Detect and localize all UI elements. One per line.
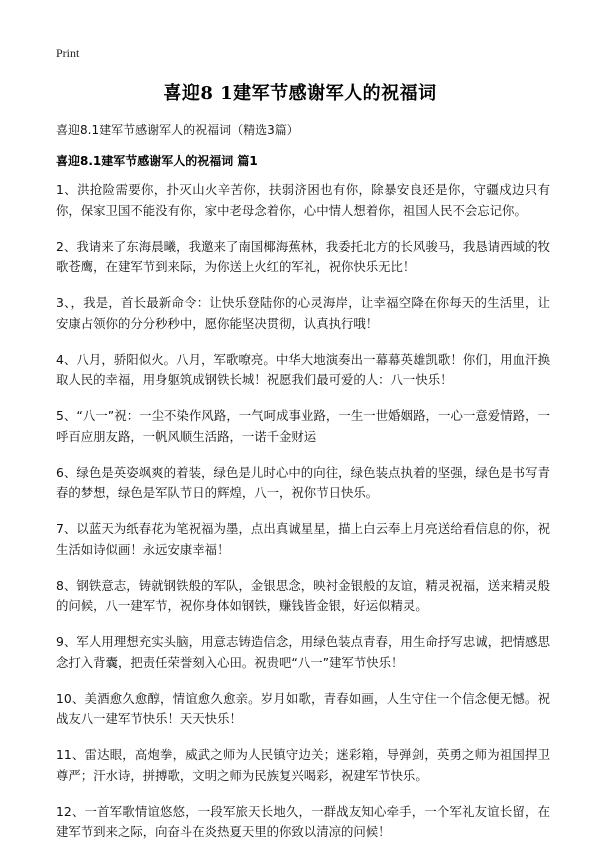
blessing-item-10: 10、美酒愈久愈醇，情谊愈久愈亲。岁月如歌，青春如画，人生守住一个信念便无憾。祝战友八一建军节快乐！天天快乐！ <box>56 690 550 726</box>
blessing-item-9: 9、军人用理想充实头脑，用意志铸造信念，用绿色装点青春，用生命抒写忠诚，把情感思念打入背囊，把责任荣誉刻入心田。祝贵吧“八一”建军节快乐！ <box>56 634 550 670</box>
blessing-item-7: 7、以蓝天为纸春花为笔祝福为墨，点出真诚星星，描上白云奉上月亮送给看信息的你，祝生活如诗似画！永远安康幸福！ <box>56 521 550 557</box>
blessing-item-12: 12、一首军歌情谊悠悠，一段军旅天长地久，一群战友知心牵手，一个军礼友谊长留，在建军节到来之际，向奋斗在炎热夏天里的你致以清凉的问候！ <box>56 803 550 839</box>
print-label: Print <box>56 46 80 60</box>
document-subtitle: 喜迎8.1建军节感谢军人的祝福词（精选3篇） <box>56 123 299 137</box>
blessing-item-3: 3、，我是，首长最新命令：让快乐登陆你的心灵海岸，让幸福空降在你每天的生活里，让安康占领你的分分秒秒中，愿你能坚决贯彻，认真执行哦！ <box>56 295 550 331</box>
section-heading: 喜迎8.1建军节感谢军人的祝福词 篇1 <box>56 154 258 168</box>
blessing-item-4: 4、八月，骄阳似火。八月，军歌嘹亮。中华大地演奏出一幕幕英雄凯歌！你们，用血汗换取人民的幸福，用身躯筑成钢铁长城！祝愿我们最可爱的人：八一快乐！ <box>56 351 550 387</box>
blessing-item-6: 6、绿色是英姿飒爽的着装，绿色是儿时心中的向往，绿色装点执着的坚强，绿色是书写青春的梦想，绿色是军队节日的辉煌，八一，祝你节日快乐。 <box>56 464 550 500</box>
blessing-list <box>56 180 550 858</box>
blessing-item-8: 8、钢铁意志，铸就钢铁般的军队，金银思念，映衬金银般的友谊，精灵祝福，送来精灵般的问候，八一建军节，祝你身体如钢铁，赚钱皆金银，好运似精灵。 <box>56 577 550 613</box>
blessing-item-1: 1、洪抢险需要你，扑灭山火辛苦你，扶弱济困也有你，除暴安良还是你，守疆戍边只有你，保家卫国不能没有你，家中老母念着你，心中情人想着你，祖国人民不会忘记你。 <box>56 182 550 218</box>
blessing-item-11: 11、雷达眼，高炮拳，威武之师为人民镇守边关；迷彩箱，导弹剑，英勇之师为祖国捍卫尊严；汗水诗，拼搏歌，文明之师为民族复兴喝彩，祝建军节快乐。 <box>56 747 550 783</box>
page-title: 喜迎8 1建军节感谢军人的祝福词 <box>163 83 437 104</box>
blessing-item-5: 5、“八一”祝：一尘不染作风路，一气呵成事业路，一生一世婚姻路，一心一意爱情路，一呼百应朋友路，一帆风顺生活路，一诺千金财运 <box>56 408 550 444</box>
blessing-item-2: 2、我请来了东海晨曦，我邀来了南国椰海蕉林，我委托北方的长风骏马，我恳请西域的牧歌苍鹰，在建军节到来际，为你送上火红的军礼，祝你快乐无比！ <box>56 238 550 274</box>
